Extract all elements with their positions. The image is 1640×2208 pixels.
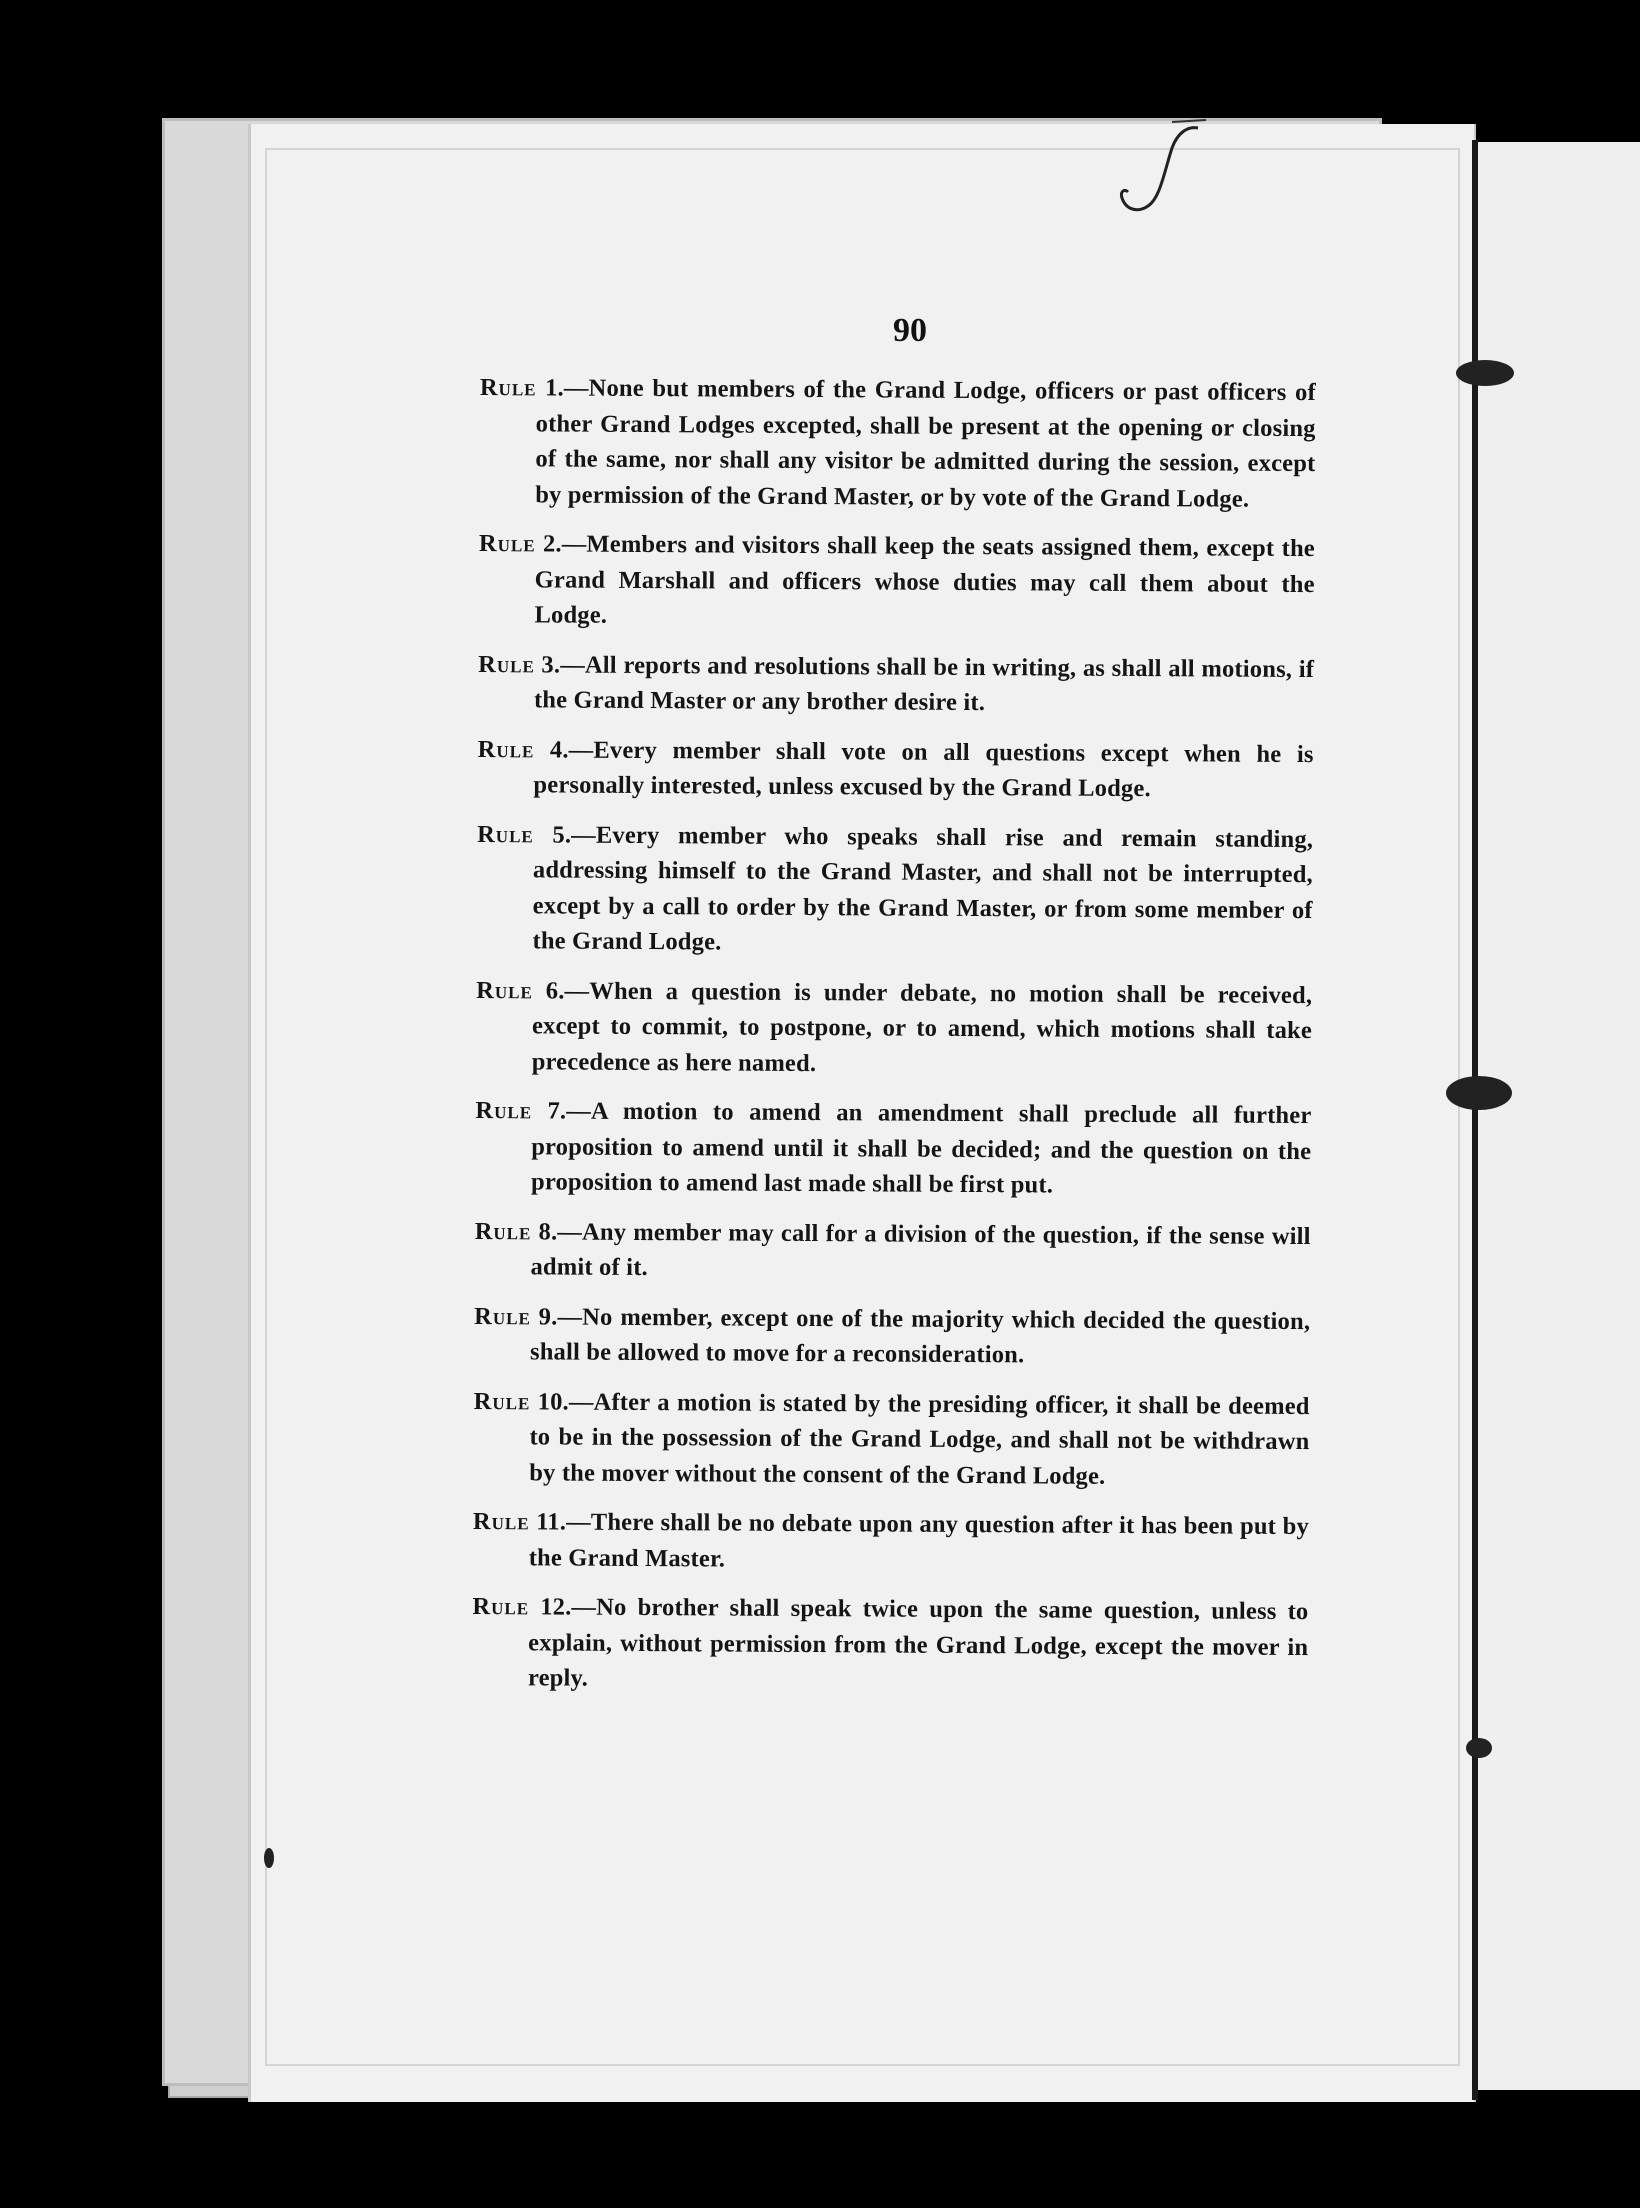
rule-label: Rule xyxy=(478,529,536,558)
rule-label: Rule xyxy=(474,1217,532,1245)
rule-text: 7.—A motion to amend an amendment shall preclude all further proposition to amend until it shall be decided; and the question on the proposition to amend last made shall be first put. xyxy=(530,1097,1312,1199)
rule-text: 1.—None but members of the Grand Lodge, officers or past officers of other Grand Lodges excepted, shall be present at the opening or closing of the same, nor shall any visitor be admitted during the session, except by permission of the Grand Master, or by vote of the Grand Lodge. xyxy=(535,374,1316,513)
rule-11 xyxy=(473,1504,1309,1580)
rule-text: 5.—Every member who speaks shall rise and remain standing, addressing himself to the Grand Master, and shall not be interrupted, except by a call to order by the Grand Master, or from some member of the Grand Lodge. xyxy=(532,820,1314,956)
rule-3 xyxy=(478,646,1314,722)
blemish-mark xyxy=(1456,360,1514,386)
rule-label: Rule xyxy=(477,820,534,848)
blemish-mark xyxy=(1466,1738,1492,1758)
rule-text: 10.—After a motion is stated by the presiding officer, it shall be deemed to be in the possession of the Grand Lodge, and shall not be withdrawn by the mover without the consent of the Grand Lodge. xyxy=(529,1387,1310,1490)
rule-label: Rule xyxy=(474,1302,531,1330)
rule-5 xyxy=(476,816,1313,963)
rule-12 xyxy=(472,1589,1309,1701)
rule-text: 11.—There shall be no debate upon any question after it has been put by the Grand Master. xyxy=(528,1508,1310,1573)
rule-label: Rule xyxy=(477,735,535,763)
blemish-mark xyxy=(264,1848,274,1868)
facing-page-edge xyxy=(1476,142,1640,2090)
binding-fold xyxy=(1472,140,1478,2100)
rule-text: 3.—All reports and resolutions shall be in writing, as shall all motions, if the Grand Master or any brother desire it. xyxy=(533,650,1315,717)
rules-list xyxy=(472,370,1316,1715)
rule-8 xyxy=(474,1213,1310,1289)
rule-text: 6.—When a question is under debate, no motion shall be received, except to commit, to postpone, or to amend, which motions shall take precedence as here named. xyxy=(531,976,1313,1077)
rule-7 xyxy=(475,1093,1312,1205)
rule-4 xyxy=(477,731,1313,807)
rule-text: 4.—Every member shall vote on all questions except when he is personally interested, unless excused by the Grand Lodge. xyxy=(533,735,1314,803)
rule-label: Rule xyxy=(476,976,533,1004)
page-number: 90 xyxy=(893,312,927,349)
rule-9 xyxy=(474,1298,1310,1374)
rule-text: 8.—Any member may call for a division of the question, if the sense will admit of it. xyxy=(530,1217,1311,1282)
blemish-mark xyxy=(1446,1076,1512,1110)
rule-10 xyxy=(473,1383,1310,1495)
rule-text: 12.—No brother shall speak twice upon the same question, unless to explain, without permission from the Grand Lodge, except the mover in reply. xyxy=(527,1593,1309,1692)
rule-text: 9.—No member, except one of the majority which decided the question, shall be allowed to move for a reconsideration. xyxy=(529,1302,1311,1369)
rule-2 xyxy=(478,526,1315,638)
rule-label: Rule xyxy=(472,1507,530,1536)
rule-label: Rule xyxy=(475,1096,533,1125)
pen-mark xyxy=(1098,118,1218,228)
rule-label: Rule xyxy=(478,650,535,678)
rule-label: Rule xyxy=(479,373,537,402)
rule-label: Rule xyxy=(472,1592,530,1621)
rule-6 xyxy=(476,972,1313,1084)
rule-label: Rule xyxy=(473,1387,531,1415)
rule-text: 2.—Members and visitors shall keep the seats assigned them, except the Grand Marshall and officers whose duties may call them about the Lodge. xyxy=(534,530,1316,629)
rule-1 xyxy=(479,370,1316,517)
